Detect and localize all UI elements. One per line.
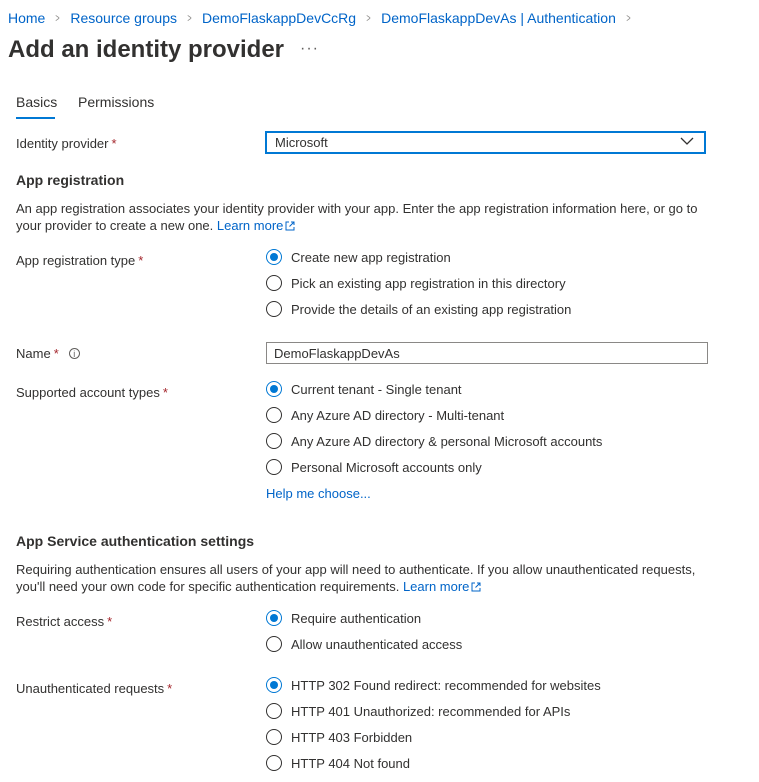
radio-button[interactable] [266,301,282,317]
required-marker: * [53,346,59,361]
external-link-icon [285,221,295,231]
active-tab-indicator [16,117,55,119]
required-marker: * [111,136,117,151]
required-marker: * [162,385,168,400]
radio-single-tenant[interactable]: Current tenant - Single tenant [266,379,462,399]
radio-button[interactable] [266,677,282,693]
page-title: Add an identity provider [8,36,285,63]
radio-http-302[interactable]: HTTP 302 Found redirect: recommended for websites [266,675,601,695]
auth-settings-heading: App Service authentication settings [16,533,255,549]
identity-provider-value: Microsoft [275,135,328,150]
breadcrumb [8,9,641,27]
identity-provider-label: Identity provider * [16,136,117,151]
radio-button[interactable] [266,381,282,397]
chevron-right-icon: > [187,11,192,25]
app-registration-heading: App registration [16,172,125,188]
tab-permissions[interactable]: Permissions [78,94,155,110]
required-marker: * [107,614,113,629]
chevron-right-icon: > [366,11,371,25]
radio-button[interactable] [266,459,282,475]
radio-button[interactable] [266,407,282,423]
required-marker: * [167,681,173,696]
name-input[interactable] [266,342,708,364]
radio-personal-accounts-only[interactable]: Personal Microsoft accounts only [266,457,482,477]
radio-button[interactable] [266,703,282,719]
breadcrumb-resource-groups-link[interactable]: Resource groups [70,10,177,26]
app-registration-description: An app registration associates your identity provider with your app. Enter the app registration information here, or go to your provider to create a new one. Learn more [16,201,698,233]
breadcrumb-authentication-link[interactable]: DemoFlaskappDevAs | Authentication [381,10,616,26]
help-me-choose-link[interactable]: Help me choose... [266,486,371,501]
chevron-right-icon: > [55,11,60,25]
radio-http-404[interactable]: HTTP 404 Not found [266,753,410,773]
radio-http-403[interactable]: HTTP 403 Forbidden [266,727,412,747]
radio-button[interactable] [266,610,282,626]
breadcrumb-resource-group-link[interactable]: DemoFlaskappDevCcRg [202,10,357,26]
unauthenticated-requests-label: Unauthenticated requests * [16,681,173,696]
radio-multi-tenant-personal[interactable]: Any Azure AD directory & personal Microsoft accounts [266,431,602,451]
identity-provider-dropdown[interactable] [266,132,705,153]
learn-more-link[interactable]: Learn more [217,218,295,233]
radio-button[interactable] [266,729,282,745]
radio-button[interactable] [266,249,282,265]
auth-settings-description: Requiring authentication ensures all users of your app will need to authenticate. If you allow unauthenticated requests, you'll need your own code for specific authentication requirements. Learn more [16,562,696,594]
radio-require-authentication[interactable]: Require authentication [266,608,421,628]
required-marker: * [138,253,144,268]
radio-button[interactable] [266,275,282,291]
tab-basics[interactable]: Basics [16,94,58,110]
breadcrumb-home-link[interactable]: Home [8,10,46,26]
radio-allow-unauthenticated[interactable]: Allow unauthenticated access [266,634,462,654]
chevron-right-icon: > [626,11,631,25]
radio-button[interactable] [266,755,282,771]
radio-pick-existing-app-registration[interactable]: Pick an existing app registration in this directory [266,273,566,293]
radio-http-401[interactable]: HTTP 401 Unauthorized: recommended for APIs [266,701,570,721]
app-registration-type-label: App registration type * [16,253,144,268]
radio-button[interactable] [266,636,282,652]
more-options-icon[interactable]: ··· [300,40,319,57]
radio-create-new-app-registration[interactable]: Create new app registration [266,247,451,267]
external-link-icon [471,582,481,592]
learn-more-link[interactable]: Learn more [403,579,481,594]
supported-account-types-label: Supported account types * [16,385,168,400]
name-label: Name * i [16,346,80,361]
info-icon[interactable]: i [69,348,80,359]
radio-multi-tenant[interactable]: Any Azure AD directory - Multi-tenant [266,405,504,425]
radio-provide-existing-details[interactable]: Provide the details of an existing app registration [266,299,571,319]
chevron-down-icon [680,136,694,146]
restrict-access-label: Restrict access * [16,614,113,629]
radio-button[interactable] [266,433,282,449]
